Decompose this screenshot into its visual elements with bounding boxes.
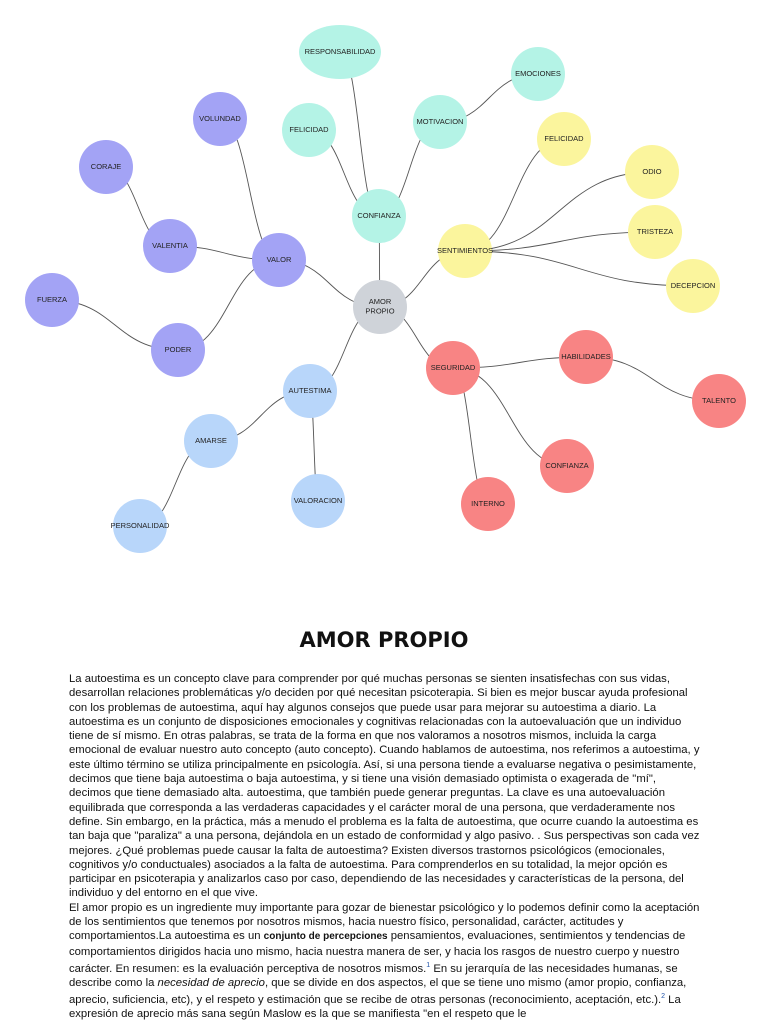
node-label-responsabilidad: RESPONSABILIDAD: [304, 46, 376, 56]
document-body: [69, 672, 701, 1022]
node-label-personalidad: PERSONALIDAD: [110, 520, 170, 530]
node-label-confianza2: CONFIANZA: [545, 460, 589, 470]
node-autestima: [283, 364, 337, 418]
node-label-talento: TALENTO: [702, 395, 736, 405]
node-label-habilidades: HABILIDADES: [561, 351, 611, 361]
node-label-coraje: CORAJE: [90, 161, 122, 171]
node-tristeza: [628, 205, 682, 259]
node-label-sentimientos: SENTIMIENTOS: [436, 245, 494, 255]
node-label-felicidad2: FELICIDAD: [544, 133, 584, 143]
node-odio: [625, 145, 679, 199]
document-title: AMOR PROPIO: [299, 628, 469, 652]
paragraph-2-text-e: La expresión de aprecio más sana según Maslow es la que se manifiesta "en el respeto que le: [69, 994, 681, 1021]
edge-sentimientos-odio: [465, 172, 652, 251]
node-seguridad: [426, 341, 480, 395]
paragraph-1: La autoestima es un concepto clave para comprender por qué muchas personas se sienten insatisfechas con sus vidas, desarrollan relaciones problemáticas y/o deciden por qué necesitan psicoterapia. Si bien es mejor buscar ayuda profesional con los problemas de autoestima, aquí hay algunos consejos que puede usar para mejorar su autoestima a diario. La autoestima es un conjunto de disposiciones emocionales y cognitivas relacionadas con la autoevaluación que un individuo tiene de sí mismo. En otras palabras, se trata de la forma en que nos valoramos a nosotros mismos, incluida la carga emocional de evaluar nuestro auto concepto (auto concepto). Cuando hablamos de autoestima, nos referimos a autoestima, y este último término se utiliza principalmente en psicología. Así, si una persona tiende a evaluarse negativa o pesimistamente, decimos que tiene baja autoestima o baja autoestima, y si tiene una visión demasiado optimista o exagerada de "mí", decimos que tiene demasiado alta. autoestima, que también puede generar preguntas. La clave es una autoevaluación equilibrada que corresponda a las verdaderas capacidades y el carácter moral de una persona, que verdaderamente nos define. Sin embargo, en la práctica, más a menudo el problema es la falta de autoestima, que ocurre cuando la autoestima es tan baja que "paraliza" a una persona, dejándola en un estado de conformidad y algo pasivo. . Sus perspectivas son cada vez mejores. ¿Qué problemas puede causar la falta de autoestima? Existen diversos trastornos psicológicos (emocionales, cognitivos y/o conductuales) asociados a la falta de autoestima. Para comprenderlos en su totalidad, la mejor opción es participar en psicoterapia y analizarlos caso por caso, dependiendo de las necesidades y características de la persona, del individuo y del entorno en el que vive.: [69, 673, 700, 900]
node-emociones: [511, 47, 565, 101]
node-label-autestima: AUTESTIMA: [288, 385, 332, 395]
node-felicidad1: [282, 103, 336, 157]
footnote-ref-2[interactable]: 2: [661, 993, 666, 1001]
node-label-interno: INTERNO: [471, 498, 505, 508]
node-label-decepcion: DECEPCION: [670, 280, 716, 290]
paragraph-2-text-d: , que se divide en dos aspectos, el que se tiene uno mismo (amor propio, confianza, aprecio, suficiencia, etc), y el respeto y estimación que se recibe de otras personas (reconocimiento, aceptación, etc.).: [69, 977, 687, 1007]
node-personalidad: [111, 499, 170, 553]
paragraph-2-text-b: pensamientos, evaluaciones, sentimientos y tendencias de comportamientos dirigidos hacia uno mismo, hacia nuestra manera de ser, y hacia los rasgos de nuestro cuerpo y nuestro carácter. En resumen: es la evaluación perceptiva de nosotros mismos.: [69, 930, 686, 975]
node-poder: [151, 323, 205, 377]
node-valor: [252, 233, 306, 287]
node-confianza2: [540, 439, 594, 493]
node-center: [353, 280, 407, 334]
node-label-fuerza: FUERZA: [37, 294, 67, 304]
node-label-valoracion: VALORACION: [293, 495, 343, 505]
node-habilidades: [559, 330, 613, 384]
node-interno: [461, 477, 515, 531]
node-amarse: [184, 414, 238, 468]
paragraph-2-bold: conjunto de percepciones: [263, 931, 388, 943]
node-label-center: AMOR: [368, 297, 392, 307]
node-label-seguridad: SEGURIDAD: [430, 362, 476, 372]
node-label-poder: PODER: [164, 344, 192, 354]
node-label-felicidad1: FELICIDAD: [289, 124, 329, 134]
node-label-valentia: VALENTIA: [152, 240, 188, 250]
node-valoracion: [291, 474, 345, 528]
node-volundad: [193, 92, 247, 146]
node-responsabilidad: [299, 25, 381, 79]
node-label-motivacion: MOTIVACION: [416, 116, 464, 126]
node-sentimientos: [437, 224, 493, 278]
node-label-volundad: VOLUNDAD: [199, 113, 241, 123]
paragraph-2-text-a: El amor propio es un ingrediente muy importante para gozar de bienestar psicológico y lo podemos definir como la aceptación de los sentimientos que tenemos por nosotros mismos, hacia nuestro físico, personalidad, carácter, actitudes y comportamientos.La autoestima es un: [69, 901, 700, 943]
node-label-tristeza: TRISTEZA: [636, 226, 674, 236]
node-label-emociones: EMOCIONES: [515, 68, 561, 78]
node-coraje: [79, 140, 133, 194]
node-felicidad2: [537, 112, 591, 166]
node-confianza1: [352, 189, 406, 243]
node-valentia: [143, 219, 197, 273]
footnote-ref-1[interactable]: 1: [426, 961, 431, 969]
node-fuerza: [25, 273, 79, 327]
node-talento: [692, 374, 746, 428]
paragraph-2: [69, 901, 701, 1022]
node-label-odio: ODIO: [642, 166, 662, 176]
node-label-confianza1: CONFIANZA: [357, 210, 401, 220]
node-label-valor: VALOR: [266, 254, 292, 264]
node-label-center: PROPIO: [365, 306, 395, 316]
paragraph-2-text-c: En su jerarquía de las necesidades humanas, se describe como la: [69, 962, 678, 989]
node-motivacion: [413, 95, 467, 149]
node-label-amarse: AMARSE: [195, 435, 227, 445]
node-decepcion: [666, 259, 720, 313]
paragraph-2-italic: necesidad de aprecio: [157, 977, 265, 989]
